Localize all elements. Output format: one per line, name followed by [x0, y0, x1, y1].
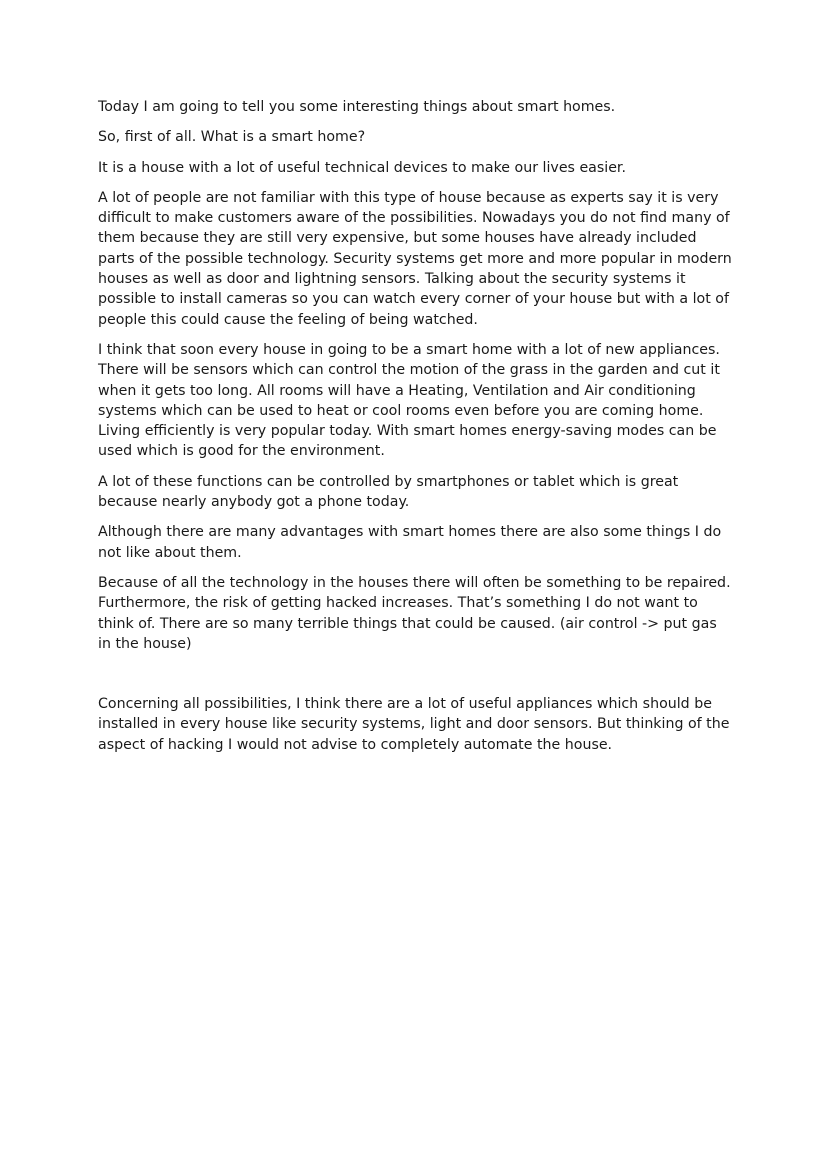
paragraph-future: I think that soon every house in going to be a smart home with a lot of new appliances. There will be sensors which can control the motion of the grass in the garden and cut it when it gets too long. All rooms will have a Heating, Ventilation and Air conditioning systems which can be used to heat or cool rooms even before you are coming home. Living efficiently is very popular today. With smart homes energy-saving modes can be used which is good for the environment. — [98, 341, 720, 460]
paragraph-question: So, first of all. What is a smart home? — [98, 129, 366, 146]
document-body — [98, 97, 734, 765]
paragraph-definition: It is a house with a lot of useful technical devices to make our lives easier. — [98, 159, 626, 176]
paragraph-familiarity: A lot of people are not familiar with this type of house because as experts say it is very difficult to make customers aware of the possibilities. Nowadays you do not find many of them because they are still very expensive, but some houses have already included parts of the possible technology. Security systems get more and more popular in modern houses as well as door and lightning sensors. Talking about the security systems it possible to install cameras so you can watch every corner of your house but with a lot of people this could cause the feeling of being watched. — [98, 189, 732, 328]
paragraph-spacer — [98, 664, 734, 684]
paragraph-intro: Today I am going to tell you some interesting things about smart homes. — [98, 99, 616, 115]
paragraph-disadvantages: Although there are many advantages with smart homes there are also some things I do not like about them. — [98, 524, 722, 561]
paragraph-risks: Because of all the technology in the houses there will often be something to be repaired. Furthermore, the risk of getting hacked increases. That’s something I do not want to think of. There are so many terrible things that could be caused. (air control -> put gas in the house) — [98, 574, 731, 652]
paragraph-smartphones: A lot of these functions can be controlled by smartphones or tablet which is great because nearly anybody got a phone today. — [98, 473, 679, 511]
paragraph-conclusion: Concerning all possibilities, I think there are a lot of useful appliances which should be installed in every house like security systems, light and door sensors. But thinking of the aspect of hacking I would not advise to completely automate the house. — [98, 696, 730, 753]
